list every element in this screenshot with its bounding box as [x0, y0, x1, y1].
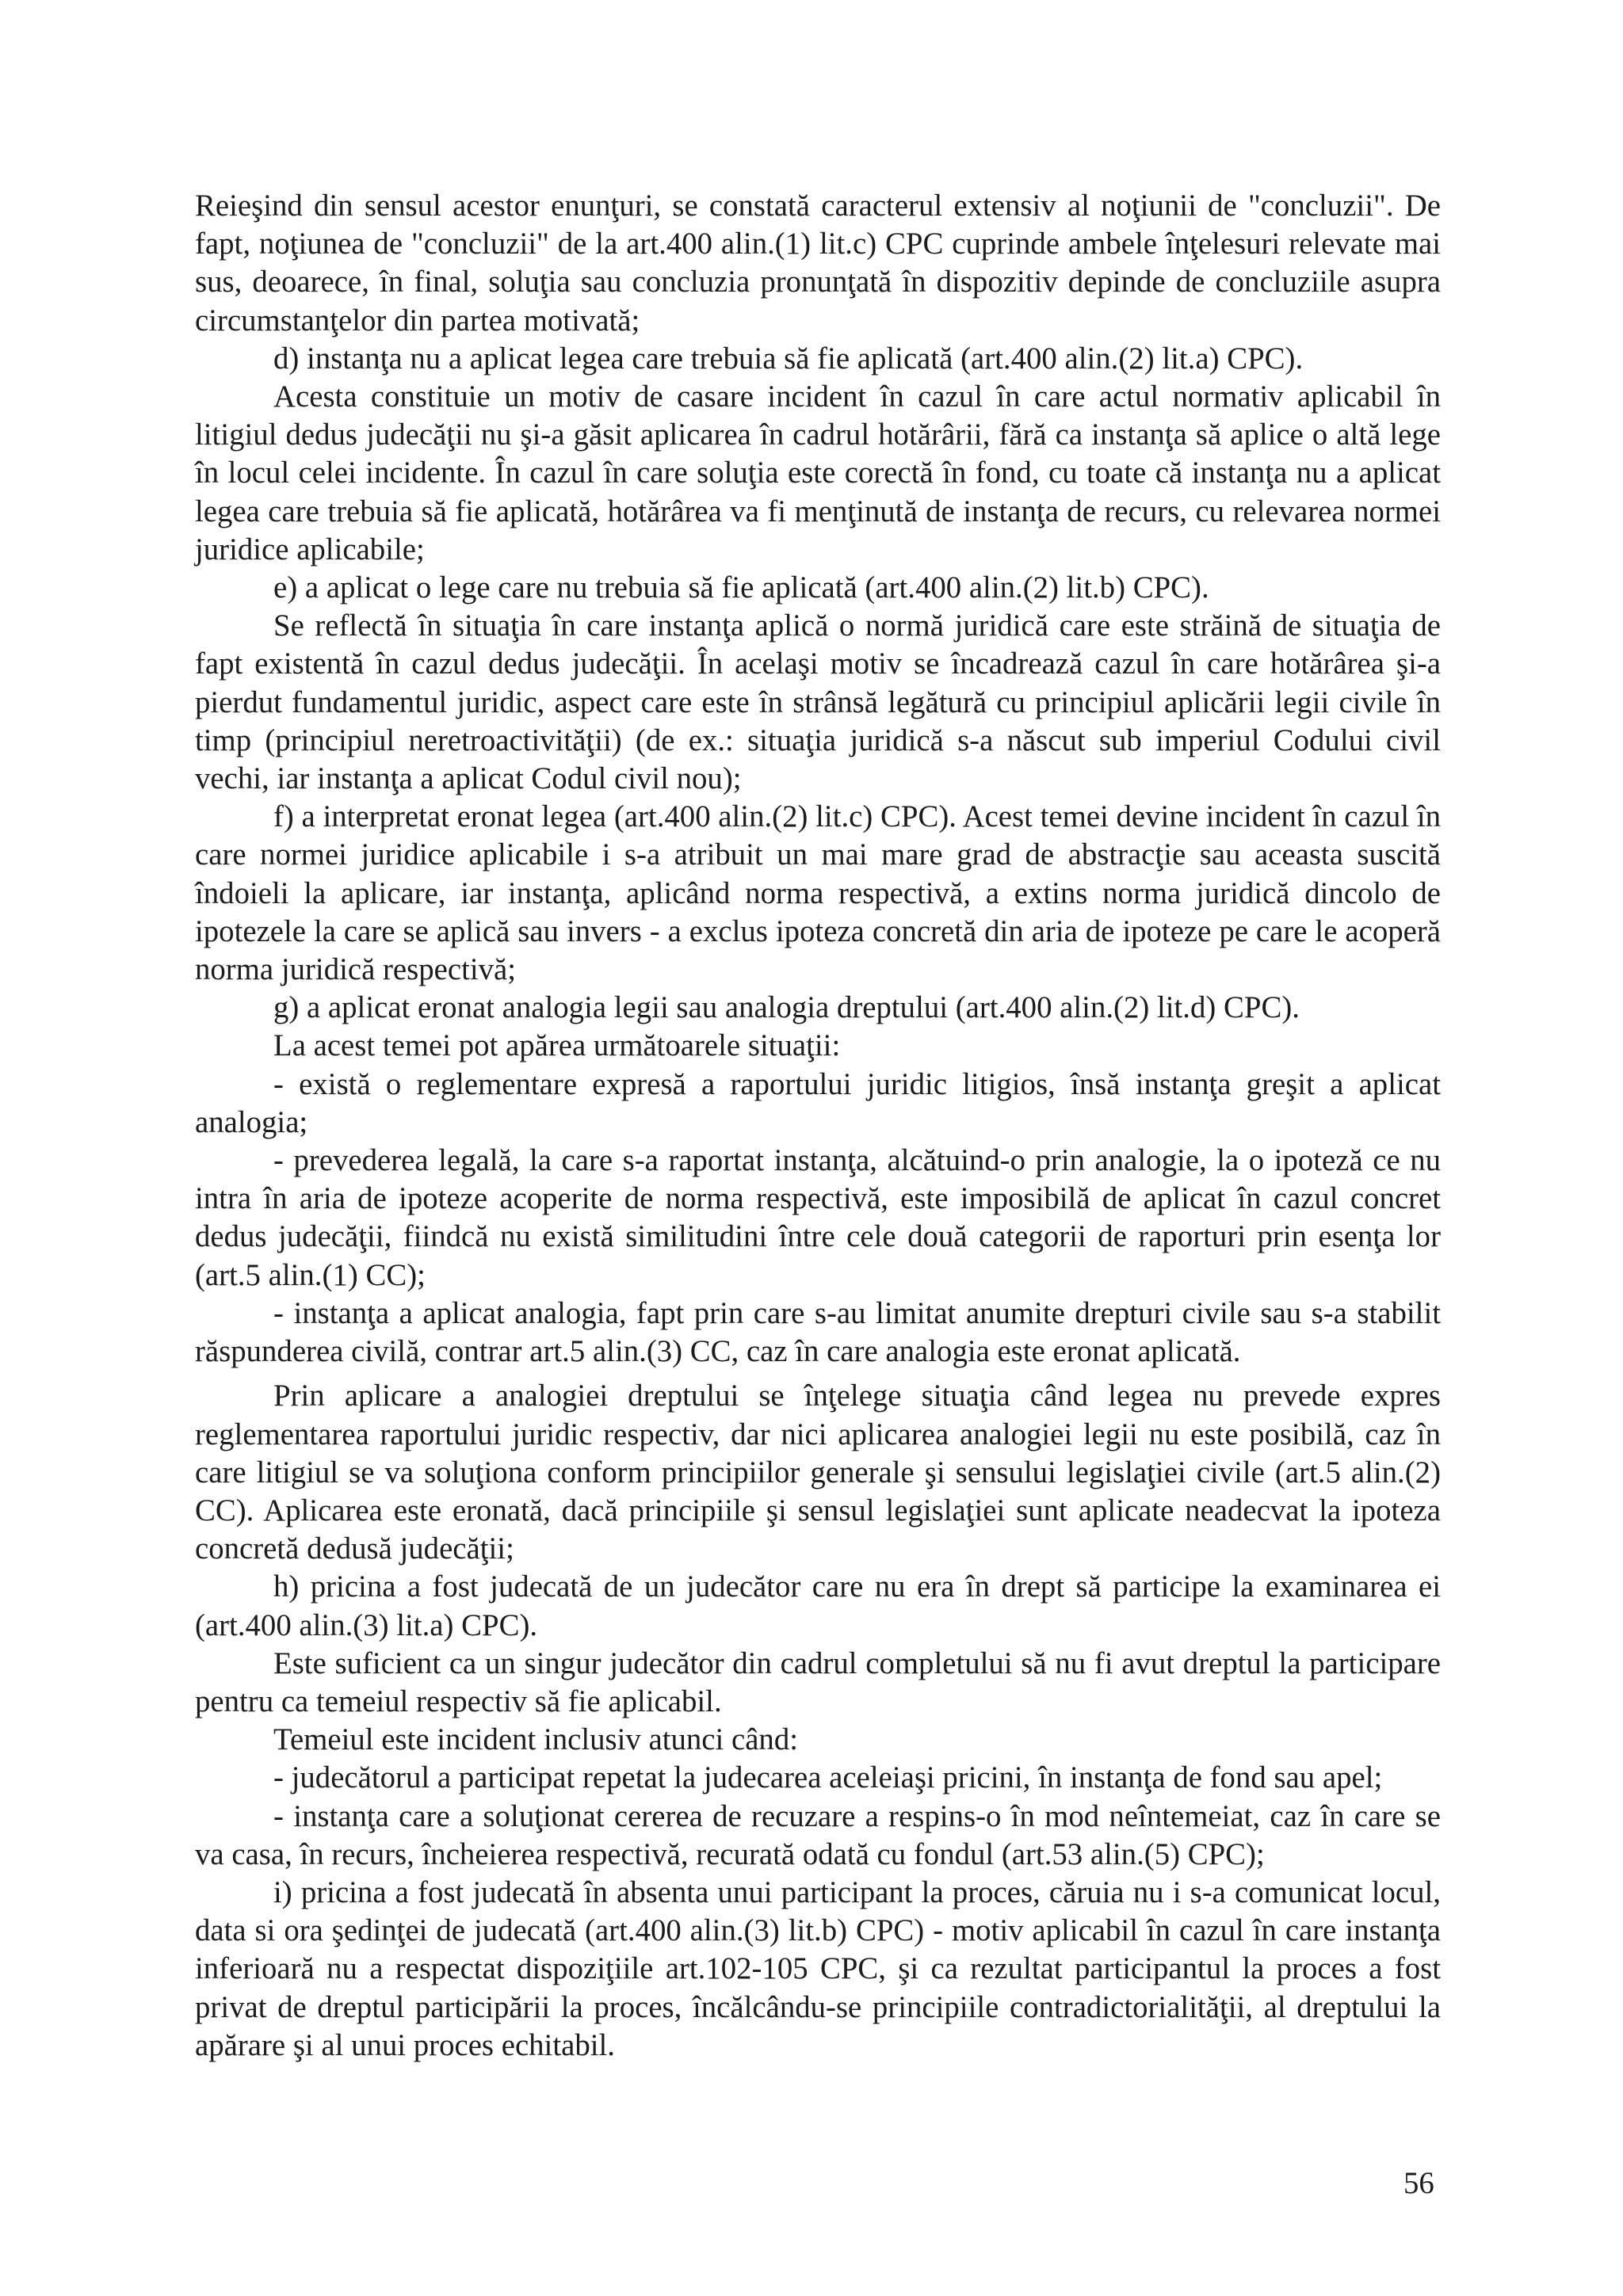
- paragraph-point-h: h) pricina a fost judecată de un judecător care nu era în drept să participe la examinarea ei (art.400 alin.(3) lit.a) CPC).: [195, 1569, 1441, 1642]
- paragraph-point-e-explanation: Se reflectă în situaţia în care instanţa aplică o normă juridică care este străină de situaţia de fapt existentă în cazul dedus judecăţii. În acelaşi motiv se încadrează cazul în care hotărârea şi-a pierdut fundamentul juridic, aspect care este în strânsă legătură cu principiul aplicării legii civile în timp (principiul neretroactivităţii) (de ex.: situaţia juridică s-a născut sub imperiul Codului civil vechi, iar instanţa a aplicat Codul civil nou);: [195, 608, 1441, 796]
- paragraph-point-d: d) instanţa nu a aplicat legea care trebuia să fie aplicată (art.400 alin.(2) lit.a) CPC).: [273, 341, 1304, 376]
- paragraph-concluzii: Reieşind din sensul acestor enunţuri, se constată caracterul extensiv al noţiunii de "concluzii". De fapt, noţiunea de "concluzii" de la art.400 alin.(1) lit.c) CPC cuprinde ambele înţelesuri relevate mai sus, deoarece, în final, soluţia sau concluzia pronunţată în dispozitiv depinde de concluziile asupra circumstanţelor din partea motivată;: [195, 189, 1441, 338]
- paragraph-situation-3: - instanţa a aplicat analogia, fapt prin care s-au limitat anumite drepturi civile sau s-a stabilit răspunderea civilă, contrar art.5 alin.(3) CC, caz în care analogia este eronat aplicată.: [195, 1295, 1441, 1369]
- paragraph-analogia-dreptului: Prin aplicare a analogiei dreptului se înţelege situaţia când legea nu prevede expres reglementarea raportului juridic respectiv, dar nici aplicarea analogiei legii nu este posibilă, caz în care litigiul se va soluţiona conform principiilor generale şi sensului legislaţiei civile (art.5 alin.(2) CC). Aplicarea este eronată, dacă principiile şi sensul legislaţiei sunt aplicate neadecvat la ipoteza concretă dedusă judecăţii;: [195, 1379, 1441, 1566]
- paragraph-point-d-explanation: Acesta constituie un motiv de casare incident în cazul în care actul normativ aplicabil în litigiul dedus judecăţii nu şi-a găsit aplicarea în cadrul hotărârii, fără ca instanţa să aplice o altă lege în locul celei incidente. În cazul în care soluţia este corectă în fond, cu toate că instanţa nu a aplicat legea care trebuia să fie aplicată, hotărârea va fi menţinută de instanţa de recurs, cu relevarea normei juridice aplicabile;: [195, 379, 1441, 566]
- paragraph-incident-intro: Temeiul este incident inclusiv atunci când:: [273, 1722, 799, 1757]
- paragraph-situation-1: - există o reglementare expresă a raportului juridic litigios, însă instanţa greşit a aplicat analogia;: [195, 1066, 1441, 1139]
- paragraph-incident-1: - judecătorul a participat repetat la judecarea aceleiaşi pricini, în instanţa de fond sau apel;: [273, 1760, 1383, 1795]
- page-number: 56: [1403, 2166, 1434, 2200]
- paragraph-point-g: g) a aplicat eronat analogia legii sau analogia dreptului (art.400 alin.(2) lit.d) CPC).: [273, 990, 1300, 1025]
- document-body: [195, 187, 1441, 2065]
- paragraph-situation-2: - prevederea legală, la care s-a raportat instanţa, alcătuind-o prin analogie, la o ipoteză ce nu intra în aria de ipoteze acoperite de norma respectivă, este imposibilă de aplicat în cazul concret dedus judecăţii, fiindcă nu există similitudini între cele două categorii de raporturi prin esenţa lor (art.5 alin.(1) CC);: [195, 1143, 1441, 1292]
- paragraph-point-e: e) a aplicat o lege care nu trebuia să fie aplicată (art.400 alin.(2) lit.b) CPC).: [273, 570, 1209, 605]
- paragraph-point-i: i) pricina a fost judecată în absenta unui participant la proces, căruia nu i s-a comunicat locul, data si ora şedinţei de judecată (art.400 alin.(3) lit.b) CPC) - motiv aplicabil în cazul în care instanţa inferioară nu a respectat dispoziţiile art.102-105 CPC, şi ca rezultat participantul la proces a fost privat de dreptul participării la proces, încălcându-se principiile contradictorialităţii, al dreptului la apărare şi al unui proces echitabil.: [195, 1875, 1441, 2062]
- paragraph-point-f: f) a interpretat eronat legea (art.400 alin.(2) lit.c) CPC). Acest temei devine incident în cazul în care normei juridice aplicabile i s-a atribuit un mai mare grad de abstracţie sau aceasta suscită îndoieli la aplicare, iar instanţa, aplicând norma respectivă, a extins norma juridică dincolo de ipotezele la care se aplică sau invers - a exclus ipoteza concretă din aria de ipoteze pe care le acoperă norma juridică respectivă;: [195, 799, 1441, 987]
- paragraph-incident-2: - instanţa care a soluţionat cererea de recuzare a respins-o în mod neîntemeiat, caz în care se va casa, în recurs, încheierea respectivă, recurată odată cu fondul (art.53 alin.(5) CPC);: [195, 1798, 1441, 1871]
- paragraph-situations-intro: La acest temei pot apărea următoarele situaţii:: [273, 1028, 841, 1063]
- paragraph-point-h-explanation: Este suficient ca un singur judecător din cadrul completului să nu fi avut dreptul la participare pentru ca temeiul respectiv să fie aplicabil.: [195, 1646, 1441, 1718]
